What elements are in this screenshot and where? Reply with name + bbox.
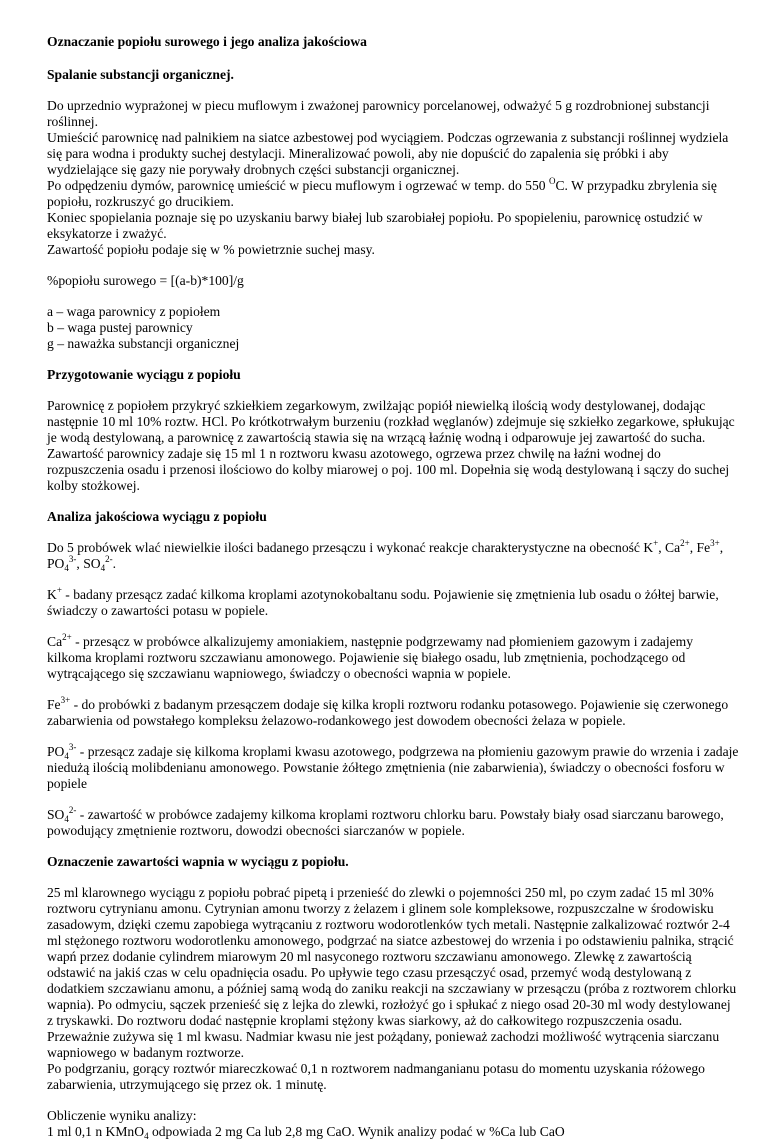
section-heading-calcium: Oznaczenie zawartości wapnia w wyciągu z popiołu. (47, 854, 349, 869)
paragraph-qualitative-intro: Do 5 probówek wlać niewielkie ilości badanego przesączu i wykonać reakcje charakterystyczne na obecność K+, $Ca^{2+}$, $Fe^{3+}$, $PO_4^{3-}$, $SO_4^{2-}$. (47, 538, 724, 573)
calculation-label: Obliczenie wyniku analizy: (47, 1108, 197, 1123)
paragraph-muffle-furnace: Po odpędzeniu dymów, parownicę umieścić w piecu muflowym i ogrzewać w temp. do 550 $^O$C. W przypadku zbrylenia się popiołu, rozkruszyć go drucikiem. (47, 176, 717, 209)
section-heading-qualitative: Analiza jakościowa wyciągu z popiołu (47, 509, 267, 524)
paragraph-heating: Umieścić parownicę nad palnikiem na siatce azbestowej pod wyciągiem. Podczas ogrzewania z substancji roślinnej wydziela się para wodna i produkty suchej destylacji. Mineralizować powoli, aby nie dopuścić do zapalenia się próbki i aby wydzielające się gazy nie porywały drobnych części substancji organicznej. (47, 130, 729, 177)
paragraph-sulfate-test: $SO_4^{2-}$ - zawartość w probówce zadajemy kilkoma kroplami roztworu chlorku baru. Powstały biały osad siarczanu barowego, powodujący zmętnienie roztworu, dowodzi obecności siarczanów w popiele. (47, 805, 724, 838)
paragraph-weighing: Do uprzednio wyprażonej w piecu muflowym i zważonej parownicy porcelanowej, odważyć 5 g rozdrobnionej substancji roślinnej. (47, 98, 710, 129)
paragraph-potassium-test: K+ - badany przesącz zadać kilkoma kroplami azotynokobaltanu sodu. Pojawienie się zmętnienia lub osadu o żółtej barwie, świadczy o zawartości potasu w popiele. (47, 585, 719, 618)
paragraph-phosphate-test: $PO_4^{3-}$ - przesącz zadaje się kilkoma kroplami kwasu azotowego, podgrzewa na płomieniu gazowym prawie do wrzenia i zadaje niedużą ilością molibdenianu amonowego. Powstanie żółtego zmętnienia (nie zabarwienia), świadczy o obecności fosforu w popiele (47, 742, 739, 791)
calculation-formula: 1 ml 0,1 n KMnO$_4$ odpowiada 2 mg Ca lub 2,8 mg CaO. Wynik analizy podać w %Ca lub CaO (47, 1124, 565, 1141)
paragraph-ashing-end: Koniec spopielania poznaje się po uzyskaniu barwy białej lub szarobiałej popiołu. Po spopieleniu, parownicę ostudzić w eksykatorze i zważyć. (47, 210, 703, 241)
ash-formula: %popiołu surowego = [(a-b)*100]/g (47, 273, 244, 288)
paragraph-titration: Po podgrzaniu, gorący roztwór miareczkować 0,1 n roztworem nadmanganianu potasu do momentu uzyskania różowego zabarwienia, utrzymującego się przez ok. 1 minutę. (47, 1061, 705, 1092)
paragraph-iron-test: $Fe^{3+}$ - do probówki z badanym przesączem dodaje się kilka kropli roztworu rodanku potasowego. Pojawienie się czerwonego zabarwienia od powstałego kompleksu żelazowo-rodankowego jest dowodem obecności żelaza w popiele. (47, 695, 729, 728)
paragraph-calcium-test: $Ca^{2+}$ - przesącz w probówce alkalizujemy amoniakiem, następnie podgrzewamy nad płomieniem gazowym i zadajemy kilkoma kroplami roztworu szczawianu amonowego. Pojawienie się białego osadu, lub zmętnienia, pochodzącego od wytrącającego się szczawianu wapniowego, świadczy o obecności wapnia w popiele. (47, 632, 693, 681)
document-title: Oznaczanie popiołu surowego i jego analiza jakościowa (47, 34, 367, 49)
legend-item: b – waga pustej parownicy (47, 320, 193, 335)
legend-item: a – waga parownicy z popiołem (47, 304, 221, 319)
paragraph-calcium-procedure: 25 ml klarownego wyciągu z popiołu pobrać pipetą i przenieść do zlewki o pojemności 250 ml, po czym zadać 15 ml 30% roztworu cytrynianu amonu. Cytrynian amonu tworzy z żelazem i glinem sole kompleksowe, rozpuszczalne w środowisku zasadowym, dzięki czemu zapobiega wytrącaniu z roztworu wodorotlenków tych metali. Następnie zalkalizować roztwór 2-4 ml stężonego roztworu wodorotlenku amonowego, podgrzać na siatce azbestowej do wrzenia i po odstawieniu palnika, strącić wapń przez dodanie cylindrem miarowym 20 ml nasyconego roztworu szczawianu amonowego. Zlewkę z zawartością odstawić na jakiś czas w celu opadnięcia osadu. Po upływie tego czasu przesączyć osad, przemyć wodą destylowaną z dodatkiem szczawianu amonu, a później samą wodą do zaniku reakcji na szczawiany w przesączu (próba z roztworem chlorku wapnia). Po odmyciu, sączek przenieść się z lejka do zlewki, rozłożyć go i spłukać z niego osad 20-30 ml wody destylowanej z tryskawki. Do roztworu dodać następnie kroplami stężony kwas siarkowy, aż do całkowitego rozpuszczenia osadu. Przeważnie zużywa się 1 ml kwasu. Nadmiar kwasu nie jest pożądany, ponieważ zachodzi możliwość wytrącenia siarczanu wapniowego w badanym roztworze. (47, 885, 737, 1060)
legend-item: g – naważka substancji organicznej (47, 336, 240, 351)
section-heading-combustion: Spalanie substancji organicznej. (47, 67, 234, 82)
paragraph-extract-preparation: Parownicę z popiołem przykryć szkiełkiem zegarkowym, zwilżając popiół niewielką ilością wody destylowanej, dodając następnie 10 ml 10% roztw. HCl. Po krótkotrwałym burzeniu (rozkład węglanów) zdejmuje się szkiełko zegarkowe, spłukując je wodą destylowaną, a parownicę z zawartością stawia się na wrzącą łaźnię wodną i odparowuje jej zawartość do sucha. Zawartość parownicy zadaje się 15 ml 1 n roztworu kwasu azotowego, ogrzewa przez chwilę na łaźni wodnej do rozpuszczenia osadu i przenosi ilościowo do kolby miarowej o poj. 100 ml. Dopełnia się wodą destylowaną i sączy do suchej kolby stożkowej. (47, 398, 735, 493)
paragraph-ash-content: Zawartość popiołu podaje się w % powietrznie suchej masy. (47, 242, 375, 257)
section-heading-extract: Przygotowanie wyciągu z popiołu (47, 367, 241, 382)
